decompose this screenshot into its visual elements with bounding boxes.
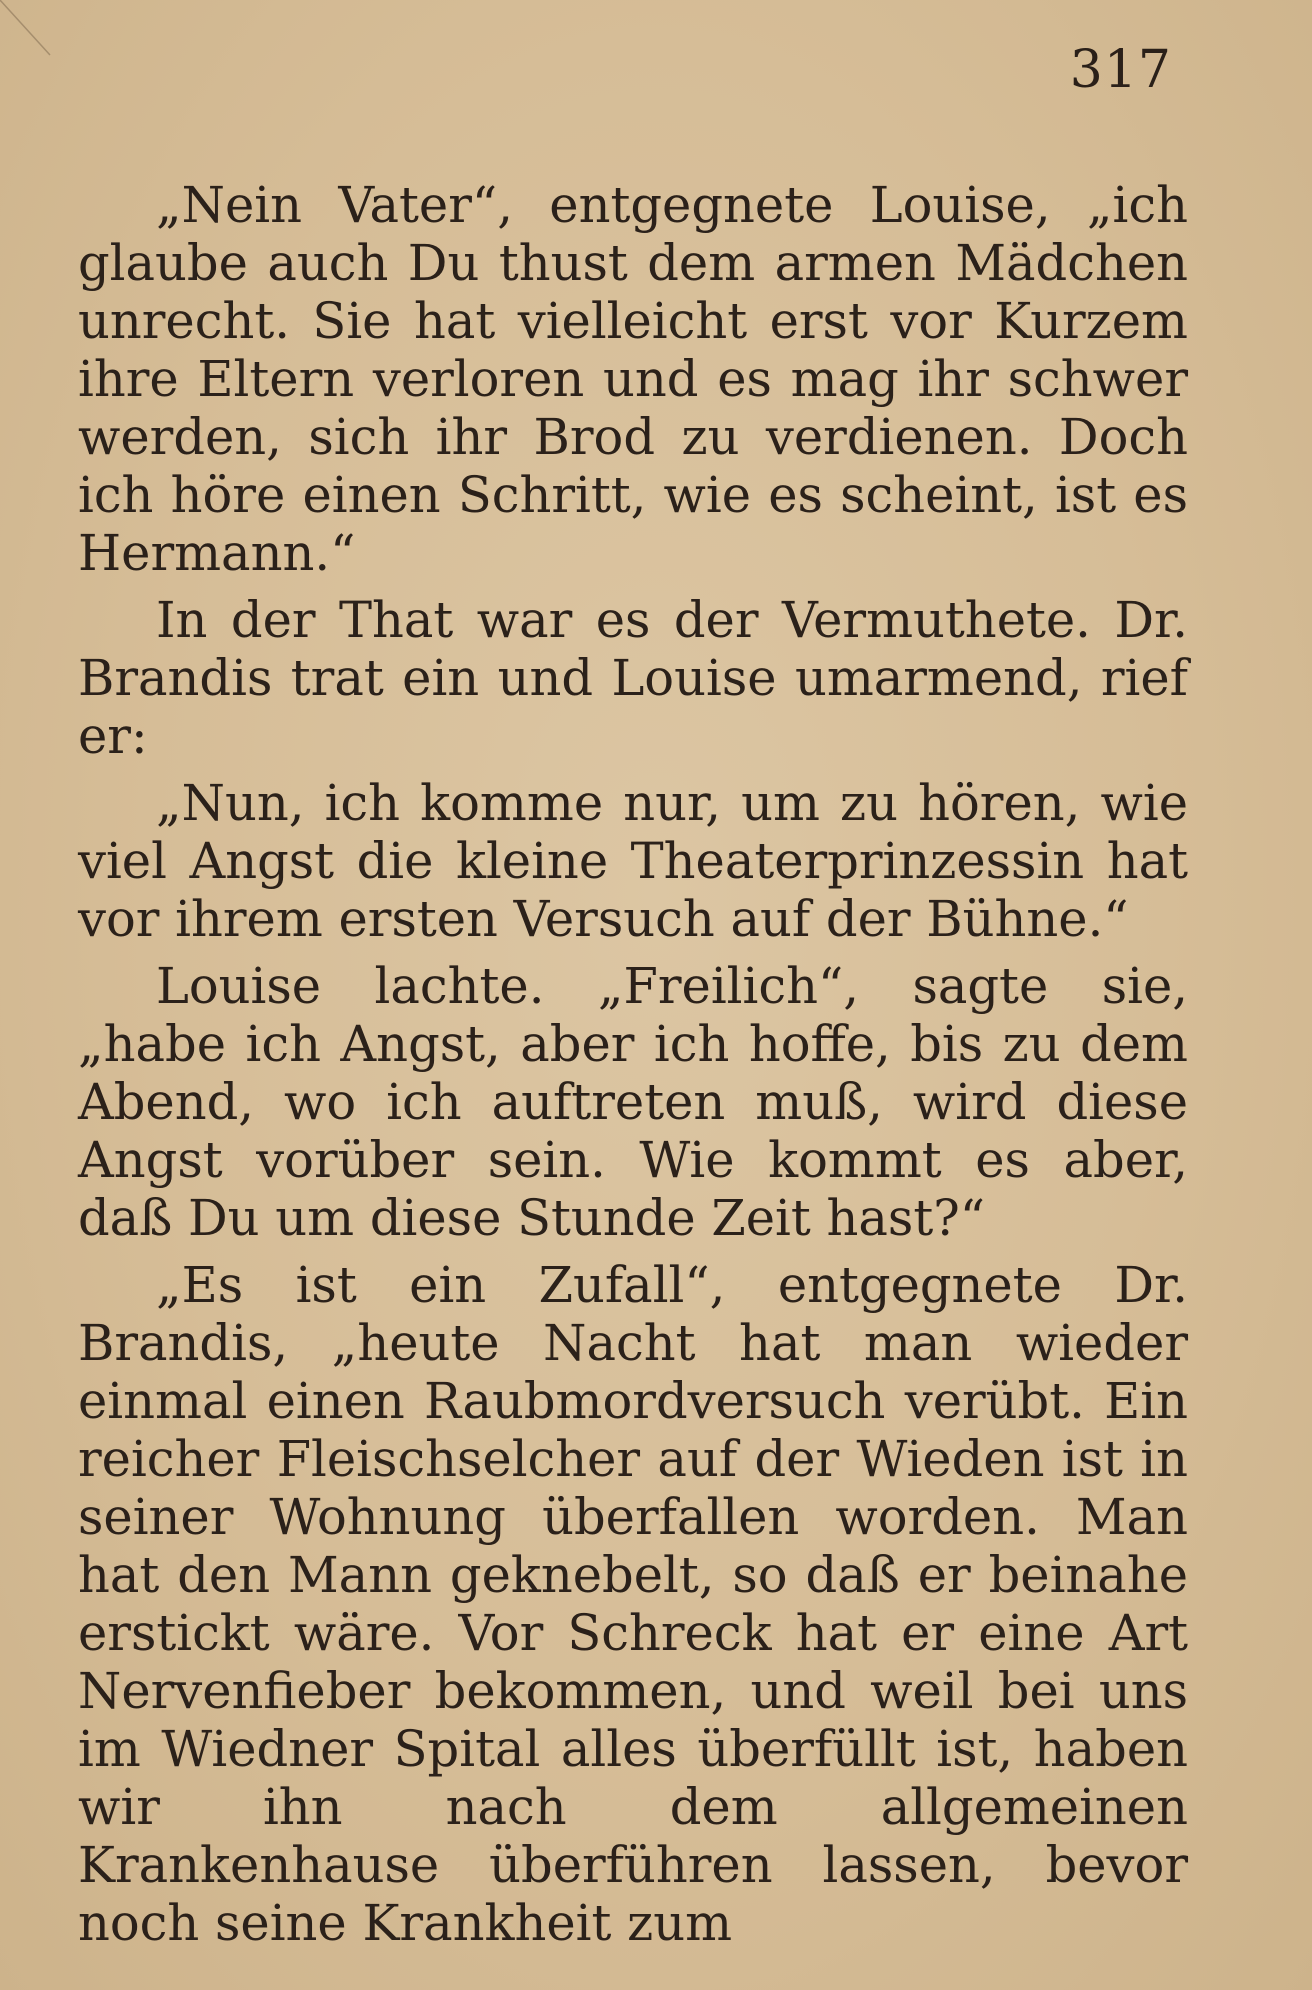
paragraph: „Es ist ein Zufall“, entgegnete Dr. Brandis, „heute Nacht hat man wieder einmal einen Raubmordversuch verübt. Ein reicher Fleischselcher auf der Wieden ist in seiner Wohnung überfallen worden. Man hat den Mann geknebelt, so daß er beinahe erstickt wäre. Vor Schreck hat er eine Art Nervenfieber bekommen, und weil bei uns im Wiedner Spital alles überfüllt ist, haben wir ihn nach dem allgemeinen Krankenhause überführen lassen, bevor noch seine Krankheit zum	[78, 1256, 1188, 1952]
paragraph: Louise lachte. „Freilich“, sagte sie, „habe ich Angst, aber ich hoffe, bis zu dem Abend, wo ich auftreten muß, wird diese Angst vorüber sein. Wie kommt es aber, daß Du um diese Stunde Zeit hast?“	[78, 957, 1188, 1247]
body-text	[78, 176, 1188, 1952]
page-number: 317	[1069, 40, 1172, 100]
paragraph: „Nun, ich komme nur, um zu hören, wie viel Angst die kleine Theaterprinzessin hat vor ihrem ersten Versuch auf der Bühne.“	[78, 774, 1188, 948]
paragraph: In der That war es der Vermuthete. Dr. Brandis trat ein und Louise umarmend, rief er:	[78, 591, 1188, 765]
page-corner-crease	[0, 0, 60, 60]
paragraph: „Nein Vater“, entgegnete Louise, „ich glaube auch Du thust dem armen Mädchen unrecht. Sie hat vielleicht erst vor Kurzem ihre Eltern verloren und es mag ihr schwer werden, sich ihr Brod zu verdienen. Doch ich höre einen Schritt, wie es scheint, ist es Hermann.“	[78, 176, 1188, 582]
